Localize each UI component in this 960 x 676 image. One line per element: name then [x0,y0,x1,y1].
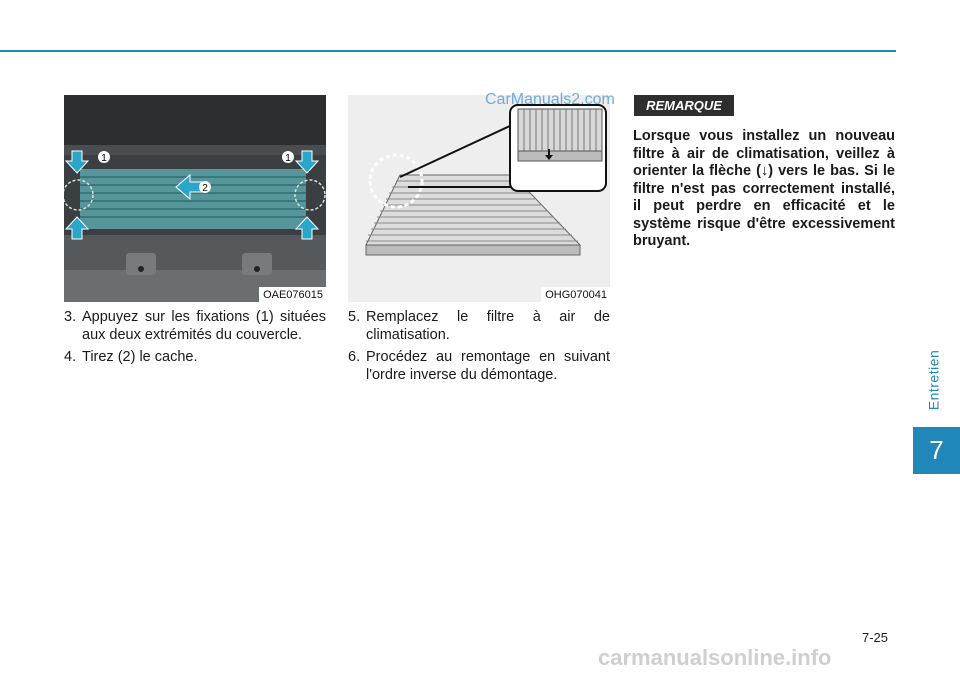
callout-1-left: 1 [101,153,107,164]
step-number: 6. [348,349,361,365]
step-number: 4. [64,349,77,365]
callout-1-right: 1 [285,153,291,164]
filter-illustration [348,95,610,302]
step-3 [64,308,326,344]
step-text: Remplacez le filtre à air de climatisation. [366,309,610,343]
top-rule [0,50,896,52]
step-5 [348,308,610,344]
step-text: Procédez au remontage en suivant l'ordre inverse du démontage. [366,349,610,383]
step-number: 3. [64,309,77,325]
cover-removal-illustration [64,95,326,302]
page-number: 7-25 [862,630,889,645]
figure-cover-removal [64,95,326,302]
note-text: Lorsque vous installez un nouveau filtre à air de climatisation, veillez à orienter la flèche (↓) vers le bas. Si le filtre n'est pas correctement installé, il peut perdre en efficacité et le système risque d'être excessivement bruyant. [633,128,895,249]
watermark-top: CarManuals2.com [485,91,615,108]
chapter-tab: 7 [913,427,960,474]
figure-filter [348,95,610,302]
steps-column-1 [64,308,326,370]
steps-column-2 [348,308,610,388]
section-side-label [918,330,948,430]
figure-code: OHG070041 [541,287,610,302]
step-6 [348,348,610,384]
step-text: Tirez (2) le cache. [82,349,198,365]
figure-code: OAE076015 [259,287,326,302]
step-4 [64,348,326,366]
note-badge: REMARQUE [634,95,734,116]
step-number: 5. [348,309,361,325]
callout-2: 2 [202,183,208,194]
step-text: Appuyez sur les fixations (1) situées aux deux extrémités du couvercle. [82,309,326,343]
section-name: Entretien [925,349,942,411]
watermark-bottom: carmanualsonline.info [598,645,832,670]
